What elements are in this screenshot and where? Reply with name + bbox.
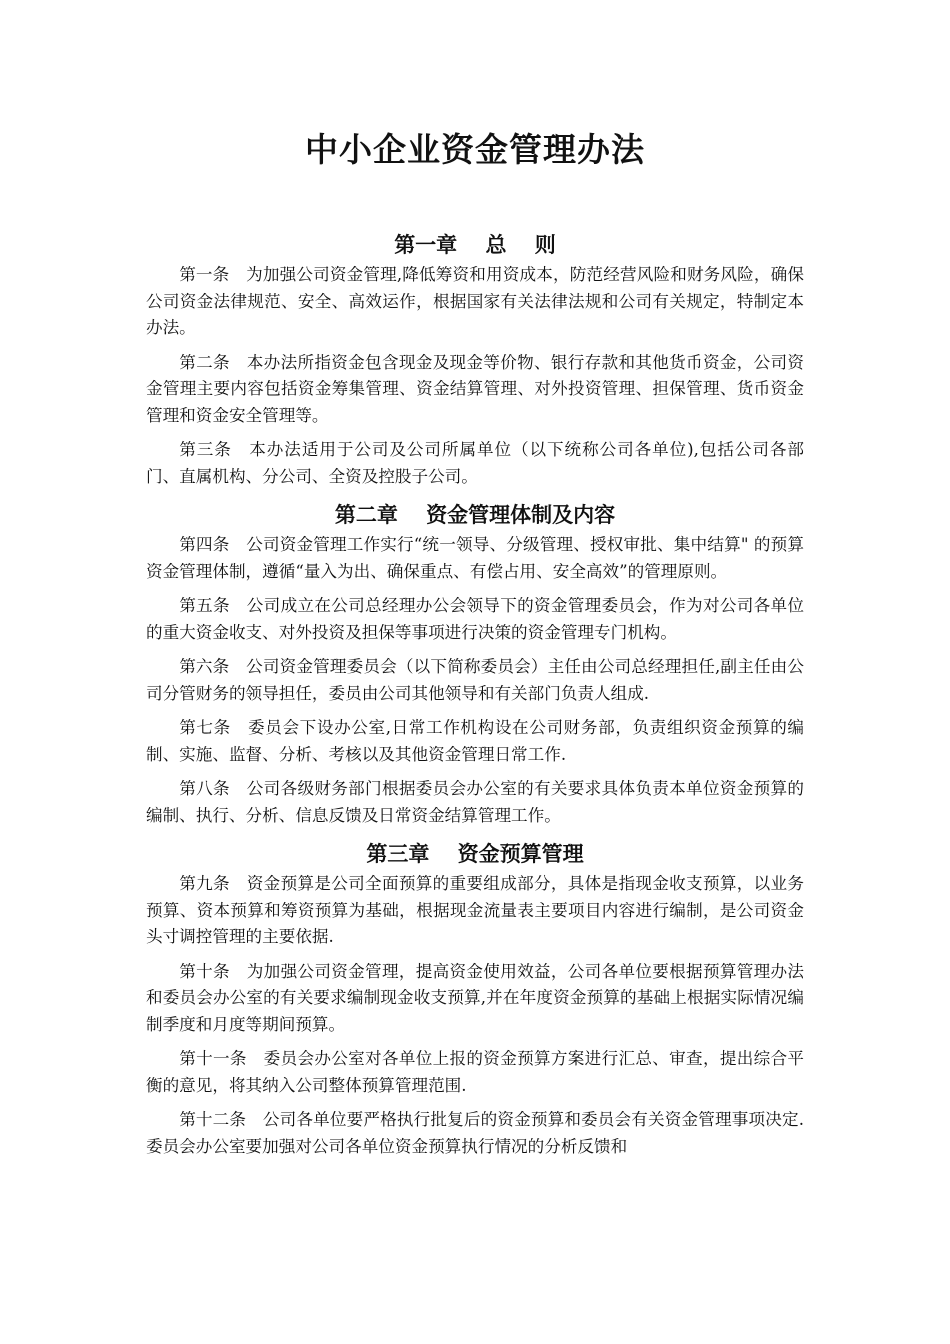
article-8	[146, 776, 804, 829]
article-number: 第十一条	[179, 1049, 264, 1068]
article-number: 第一条	[179, 265, 247, 284]
article-text: 本办法所指资金包含现金及现金等价物、银行存款和其他货币资金，公司资金管理主要内容包括资金筹集管理、资金结算管理、对外投资管理、担保管理、货币资金管理和资金安全管理等。	[146, 352, 805, 425]
article-4	[146, 532, 804, 585]
article-number: 第十二条	[179, 1110, 263, 1129]
article-number: 第七条	[179, 718, 249, 737]
article-10	[146, 959, 804, 1039]
article-1	[146, 262, 804, 342]
article-text: 本办法适用于公司及公司所属单位（以下统称公司各单位),包括公司各部门、直属机构、分公司、全资及控股子公司。	[146, 440, 805, 486]
article-number: 第二条	[179, 352, 247, 372]
article-number: 第六条	[179, 657, 247, 676]
article-9	[146, 871, 804, 951]
article-number: 第四条	[179, 535, 247, 554]
article-11	[146, 1046, 804, 1099]
article-text: 公司资金管理工作实行“统一领导、分级管理、授权审批、集中结算" 的预算资金管理体制，遵循“量入为出、确保重点、有偿占用、安全高效”的管理原则。	[146, 535, 805, 581]
chapter-2-heading: 第二章 资金管理体制及内容	[334, 503, 616, 527]
article-number: 第三条	[179, 440, 250, 459]
article-text: 为加强公司资金管理，提高资金使用效益，公司各单位要根据预算管理办法和委员会办公室的有关要求编制现金收支预算,并在年度资金预算的基础上根据实际情况编制季度和月度等期间预算。	[146, 961, 805, 1034]
article-text: 委员会下设办公室,日常工作机构设在公司财务部，负责组织资金预算的编制、实施、监督、分析、考核以及其他资金管理日常工作.	[146, 718, 804, 764]
article-7	[146, 715, 804, 768]
article-text: 委员会办公室对各单位上报的资金预算方案进行汇总、审查，提出综合平衡的意见，将其纳入公司整体预算管理范围.	[146, 1049, 805, 1095]
article-text: 公司资金管理委员会（以下简称委员会）主任由公司总经理担任,副主任由公司分管财务的领导担任，委员由公司其他领导和有关部门负责人组成.	[146, 657, 804, 703]
article-3	[146, 437, 804, 490]
article-12	[146, 1107, 804, 1160]
chapter-3-heading: 第三章 资金预算管理	[366, 842, 584, 866]
article-text: 公司各级财务部门根据委员会办公室的有关要求具体负责本单位资金预算的编制、执行、分析、信息反馈及日常资金结算管理工作。	[146, 779, 805, 825]
article-text: 公司各单位要严格执行批复后的资金预算和委员会有关资金管理事项决定.委员会办公室要加强对公司各单位资金预算执行情况的分析反馈和	[146, 1110, 805, 1156]
article-5	[146, 593, 804, 646]
document-title: 中小企业资金管理办法	[305, 130, 645, 169]
article-6	[146, 654, 804, 707]
article-number: 第八条	[179, 779, 247, 798]
article-text: 为加强公司资金管理,降低筹资和用资成本，防范经营风险和财务风险，确保公司资金法律规范、安全、高效运作，根据国家有关法律法规和公司有关规定，特制定本办法。	[146, 265, 804, 337]
article-2	[146, 350, 804, 430]
article-number: 第五条	[179, 596, 247, 615]
article-text: 公司成立在公司总经理办公会领导下的资金管理委员会，作为对公司各单位的重大资金收支、对外投资及担保等事项进行决策的资金管理专门机构。	[146, 596, 805, 642]
chapter-1-heading: 第一章 总 则	[394, 233, 556, 257]
article-number: 第九条	[179, 874, 247, 893]
article-number: 第十条	[179, 961, 247, 981]
article-text: 资金预算是公司全面预算的重要组成部分，具体是指现金收支预算，以业务预算、资本预算和筹资预算为基础，根据现金流量表主要项目内容进行编制，是公司资金头寸调控管理的主要依据.	[146, 874, 805, 946]
